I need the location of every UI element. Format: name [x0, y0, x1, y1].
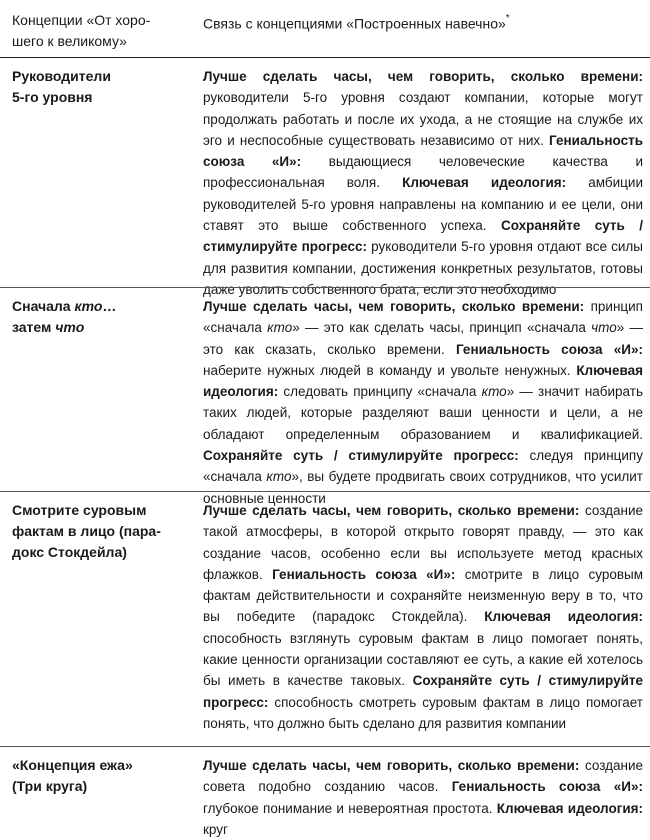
header-right-text: Связь с концепциями «Построенных навечно»: [203, 15, 506, 32]
header-right-column: [203, 10, 643, 35]
row-divider: [0, 491, 650, 492]
text-span: создание совета подобно созданию часов.: [203, 758, 644, 795]
text-span: глубокое понимание и невероятная простота.: [203, 800, 497, 816]
header-left-line1: Концепции «От хоро-: [12, 12, 151, 28]
concept-line: фактам в лицо (пара-: [12, 523, 161, 539]
term-genius-and: Гениальность союза «И»:: [455, 341, 643, 357]
concept-line: «Концепция ежа»: [12, 757, 133, 773]
header-divider: [0, 57, 650, 58]
term-clock: Лучше сделать часы, чем говорить, сколько времени:: [203, 299, 585, 314]
text-span: » — это как сделать часы, принцип «сначала: [292, 320, 592, 336]
concept-level5: [12, 66, 182, 108]
footnote-mark: *: [505, 13, 510, 24]
term-core-ideology: Ключевая идеология:: [484, 609, 643, 625]
concept-first-who: [12, 296, 182, 338]
relation-text-first-who: [203, 296, 643, 509]
text-span: » — значит набирать таких людей, которые разделяют ваши ценности и цели, а не обладают определенным образованием и квалификацией.: [203, 384, 643, 442]
row-divider: [0, 746, 650, 747]
concept-line: …: [102, 298, 117, 314]
concept-line: Руководители: [12, 68, 111, 84]
text-span: » — это как сказать, сколько времени.: [203, 320, 644, 357]
term-preserve-core: Сохраняйте суть / стимулируйте прогресс:: [203, 448, 519, 464]
text-span: руководители 5-го уровня создают компании, которые могут продолжать работать и после их ухода, а не стоящие на службе их эго и неспособные существовать независимо от них.: [203, 90, 643, 148]
text-span: наберите нужных людей в команду и увольте ненужных.: [203, 362, 577, 378]
concept-line: докс Стокдейла): [12, 544, 127, 560]
concept-line: Смотрите суровым: [12, 502, 147, 518]
text-span: выдающиеся человеческие качества и профессиональная воля.: [203, 154, 643, 191]
text-span: », вы будете продвигать своих сотрудников, что усилит основные ценности: [203, 469, 643, 506]
text-span: руководители 5-го уровня отдают все силы для развития компании, достижения конкретных результатов, готовы даже уволить собственного брата, если это необходимо: [203, 239, 643, 297]
text-span: способность смотреть суровым фактам в лицо помогает понять, что должно быть сделано для развития компании: [203, 694, 643, 731]
term-core-ideology: Ключевая идеология:: [496, 800, 643, 816]
relation-text-brutal-facts: [203, 500, 643, 734]
text-span: амбиции руководителей 5-го уровня направлены на компанию и ее цели, они ставят это выше собственного успеха.: [203, 175, 643, 234]
table-header: [0, 0, 650, 57]
concept-line: затем: [12, 319, 56, 335]
concept-emphasis: что: [55, 319, 85, 335]
relation-text-hedgehog: [203, 755, 643, 840]
term-core-ideology: Ключевая идеология:: [402, 175, 567, 191]
concept-hedgehog: [12, 755, 182, 797]
text-italic: кто: [266, 469, 292, 485]
term-core-ideology: Ключевая идеология:: [203, 362, 643, 400]
concept-emphasis: кто: [74, 298, 103, 314]
concept-brutal-facts: [12, 500, 182, 563]
text-span: круг: [203, 821, 228, 837]
term-genius-and: Гениальность союза «И»:: [451, 779, 643, 795]
header-left-line2: шего к великому»: [12, 33, 127, 49]
term-clock: Лучше сделать часы, чем говорить, сколько времени:: [203, 69, 643, 84]
concept-line: 5-го уровня: [12, 89, 93, 105]
term-clock: Лучше сделать часы, чем говорить, сколько времени:: [203, 758, 580, 773]
concept-line: Сначала: [12, 298, 75, 314]
term-genius-and: Гениальность союза «И»:: [203, 132, 643, 170]
relation-text-level5: [203, 66, 643, 300]
text-italic: кто: [481, 384, 507, 400]
text-italic: что: [591, 320, 617, 336]
row-divider: [0, 287, 650, 288]
term-genius-and: Гениальность союза «И»:: [272, 566, 456, 582]
text-italic: кто: [267, 320, 293, 336]
text-span: следуя принципу «сначала: [203, 448, 643, 485]
text-span: способность взглянуть суровым фактам в лицо помогает понять, какие ценности организации составляют ее суть, а какие ей хотелось бы иметь в качестве таковых.: [203, 630, 643, 689]
text-span: смотрите в лицо суровым фактам действительности и сохраняйте неизменную веру в то, что вы победите (парадокс Стокдейла).: [203, 566, 644, 625]
text-span: создание такой атмосферы, в которой открыто говорят правду, — это как создание часов, особенно если вы используете метод красных флажков.: [203, 503, 644, 582]
concept-line: (Три круга): [12, 778, 88, 794]
term-preserve-core: Сохраняйте суть / стимулируйте прогресс:: [203, 218, 643, 255]
term-clock: Лучше сделать часы, чем говорить, сколько времени:: [203, 503, 580, 518]
header-left-column: [12, 10, 182, 52]
text-span: принцип «сначала: [203, 299, 643, 336]
text-span: следовать принципу «сначала: [278, 384, 482, 400]
term-preserve-core: Сохраняйте суть / стимулируйте прогресс:: [203, 673, 643, 710]
